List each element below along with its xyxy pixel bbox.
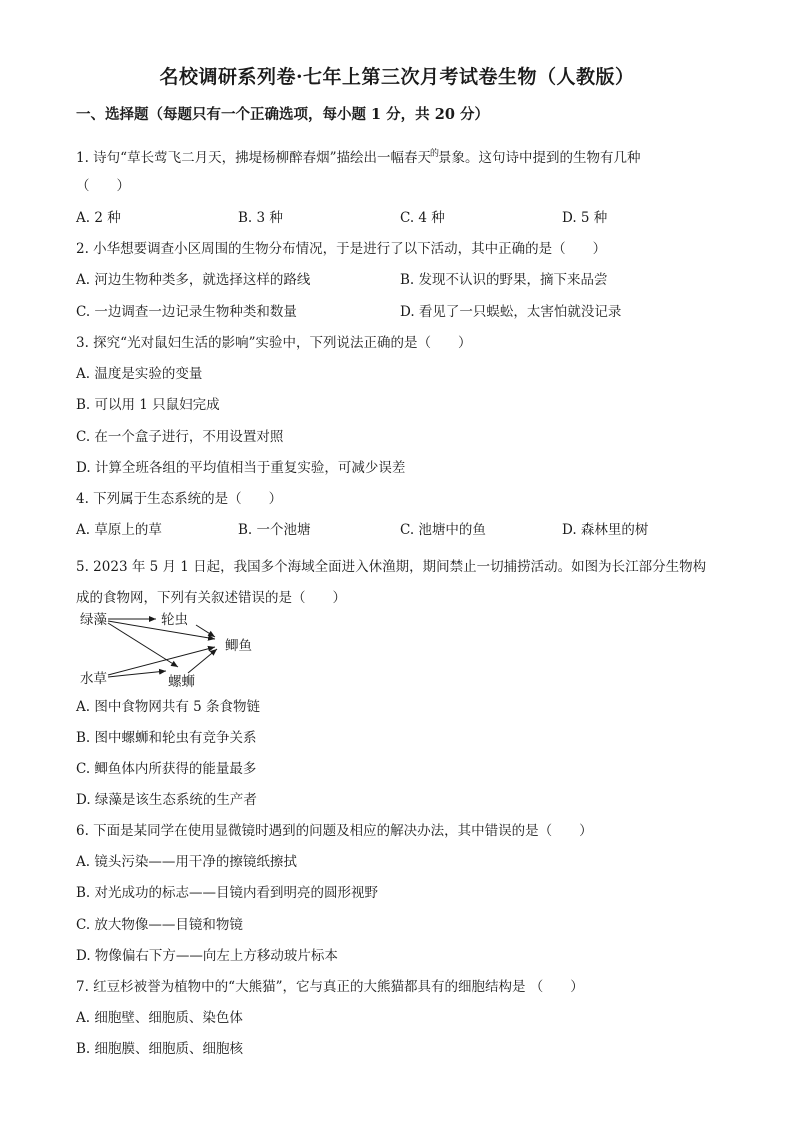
question-7-stem: 7. 红豆杉被誉为植物中的“大熊猫”，它与真正的大熊猫都具有的细胞结构是 （ ） xyxy=(76,979,584,995)
arrow-waterweed-to-crucian xyxy=(108,647,215,675)
food-web-diagram xyxy=(70,605,270,693)
question-6-stem: 6. 下面是某同学在使用显微镜时遇到的问题及相应的解决办法，其中错误的是（ ） xyxy=(76,823,593,839)
question-6-option-a: A. 镜头污染——用干净的擦镜纸擦拭 xyxy=(76,854,297,870)
arrow-waterweed-to-snail xyxy=(108,671,166,677)
question-5-option-c: C. 鲫鱼体内所获得的能量最多 xyxy=(76,761,257,777)
question-6-option-b: B. 对光成功的标志——目镜内看到明亮的圆形视野 xyxy=(76,885,379,901)
question-1-stem-line2: （ ） xyxy=(76,178,130,194)
question-5-stem: 5. 2023 年 5 月 1 日起，我国多个海域全面进入休渔期，期间禁止一切捕捞活动。如图为长江部分生物构成的食物网，下列有关叙述错误的是（ ） xyxy=(76,559,707,606)
node-green-algae: 绿藻 xyxy=(80,612,107,628)
question-1-option-c: C. 4 种 xyxy=(400,210,445,226)
question-4-option-c: C. 池塘中的鱼 xyxy=(400,522,486,538)
question-6-option-d: D. 物像偏右下方——向左上方移动玻片标本 xyxy=(76,948,338,964)
question-3-stem: 3. 探究“光对鼠妇生活的影响”实验中，下列说法正确的是（ ） xyxy=(76,335,472,351)
question-3-option-d: D. 计算全班各组的平均值相当于重复实验，可减少误差 xyxy=(76,460,406,476)
question-6-option-c: C. 放大物像——目镜和物镜 xyxy=(76,917,243,933)
question-2-option-c: C. 一边调查一边记录生物种类和数量 xyxy=(76,304,297,320)
question-5-option-a: A. 图中食物网共有 5 条食物链 xyxy=(76,699,261,715)
question-2-option-a: A. 河边生物种类多，就选择这样的路线 xyxy=(76,272,311,288)
node-rotifer: 轮虫 xyxy=(161,612,188,628)
question-4-stem: 4. 下列属于生态系统的是（ ） xyxy=(76,491,283,507)
node-water-weed: 水草 xyxy=(80,671,107,687)
question-3-option-c: C. 在一个盒子进行，不用设置对照 xyxy=(76,429,284,445)
node-crucian-carp: 鲫鱼 xyxy=(225,638,252,654)
arrow-algae-to-snail xyxy=(108,623,178,667)
question-4-option-b: B. 一个池塘 xyxy=(238,522,311,538)
question-2-option-b: B. 发现不认识的野果，摘下来品尝 xyxy=(400,272,608,288)
question-3-option-b: B. 可以用 1 只鼠妇完成 xyxy=(76,397,220,413)
question-5-option-d: D. 绿藻是该生态系统的生产者 xyxy=(76,792,257,808)
question-1-stem: 1. 诗句“草长莺飞二月天，拂堤杨柳醉春烟”描绘出一幅春天$^的$景象。这句诗中提到的生物有几种 xyxy=(76,149,641,166)
question-2-stem: 2. 小华想要调查小区周围的生物分布情况，于是进行了以下活动，其中正确的是（ ） xyxy=(76,241,607,257)
arrow-rotifer-to-crucian xyxy=(196,625,215,637)
question-4-option-a: A. 草原上的草 xyxy=(76,522,162,538)
question-1-option-d: D. 5 种 xyxy=(562,210,608,226)
section-heading: 一、选择题（每题只有一个正确选项，每小题 1 分，共 20 分） xyxy=(76,106,489,123)
question-7-option-b: B. 细胞膜、细胞质、细胞核 xyxy=(76,1041,244,1057)
page-title: 名校调研系列卷·七年上第三次月考试卷生物（人教版） xyxy=(159,66,635,88)
question-4-option-d: D. 森林里的树 xyxy=(562,522,649,538)
question-1-option-b: B. 3 种 xyxy=(238,210,283,226)
question-3-option-a: A. 温度是实验的变量 xyxy=(76,366,203,382)
question-5-option-b: B. 图中螺蛳和轮虫有竞争关系 xyxy=(76,730,257,746)
node-snail: 螺蛳 xyxy=(168,674,195,690)
question-1-option-a: A. 2 种 xyxy=(76,210,121,226)
question-7-option-a: A. 细胞壁、细胞质、染色体 xyxy=(76,1010,243,1026)
question-2-option-d: D. 看见了一只蜈蚣，太害怕就没记录 xyxy=(400,304,622,320)
